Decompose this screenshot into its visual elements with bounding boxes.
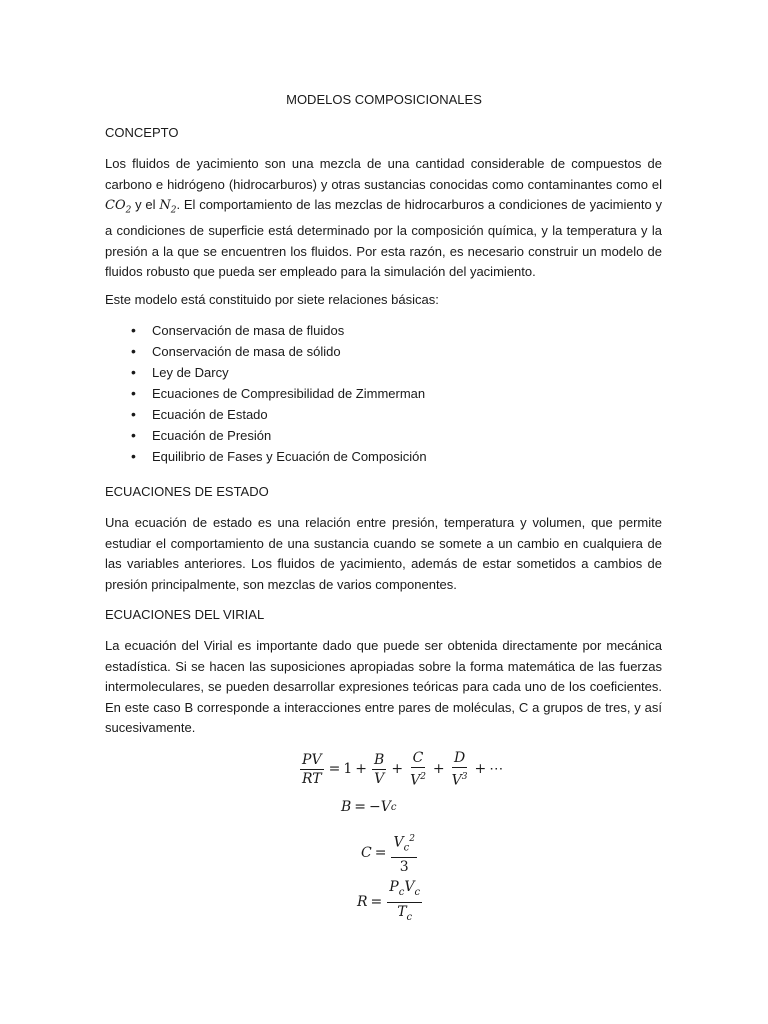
- n2-formula: $N_2$: [159, 198, 177, 216]
- list-item: • Ecuaciones de Compresibilidad de Zimmerman: [105, 383, 662, 404]
- heading-concepto: CONCEPTO: [105, 125, 179, 140]
- list-item: • Ecuación de Estado: [105, 404, 662, 425]
- virial-equation: $\frac{PV}{RT}$ = 1 + $\frac{B}{V}$ + $\frac{C}{V^2}$ + $\frac{D}{V^3}$ + ⋯: [302, 750, 504, 789]
- c-coefficient-equation: C = $\frac{V_c^2}{3}$: [361, 831, 419, 875]
- list-item: • Conservación de masa de sólido: [105, 341, 662, 362]
- concepto-text-1: Los fluidos de yacimiento son una mezcla de una cantidad considerable de compuestos de carbono e hidrógeno (hidrocarburos) y otras sustancias conocidas como contaminantes como el: [105, 156, 662, 192]
- bullet-list: [105, 320, 662, 467]
- paragraph-estado: Una ecuación de estado es una relación entre presión, temperatura y volumen, que permite estudiar el comportamiento de una sustancia cuando se somete a un cambio en cualquiera de las variables anteriores. Los fluidos de yacimiento, además de estar sometidos a cambios de presión principalmente, son mezclas de varios componentes.: [105, 515, 662, 592]
- b-coefficient-equation: B = − V c: [341, 799, 397, 815]
- list-item: • Ley de Darcy: [105, 362, 662, 383]
- paragraph-concepto: [105, 154, 662, 283]
- heading-ecuaciones-estado: ECUACIONES DE ESTADO: [105, 484, 269, 499]
- list-item: • Equilibrio de Fases y Ecuación de Composición: [105, 446, 662, 467]
- document-title: MODELOS COMPOSICIONALES: [286, 92, 482, 107]
- list-item: • Conservación de masa de fluidos: [105, 320, 662, 341]
- heading-ecuaciones-virial: ECUACIONES DEL VIRIAL: [105, 607, 265, 622]
- list-item: • Ecuación de Presión: [105, 425, 662, 446]
- section-estado: [105, 482, 662, 503]
- r-constant-equation: R = $\frac{P_cV_c}{T_c}$: [357, 879, 421, 923]
- concepto-text-3: . El comportamiento de las mezclas de hidrocarburos a condiciones de yacimiento y a condiciones de superficie está determinado por la composición química, y la temperatura y la presión a la que se encuentren los fluidos. Por esta razón, es necesario construir un modelo de fluidos robusto que pueda ser empleado para la simulación del yacimiento.: [105, 197, 662, 280]
- paragraph-virial: La ecuación del Virial es importante dado que puede ser obtenida directamente por mecánica estadística. Si se hacen las suposiciones apropiadas sobre la forma matemática de las fuerzas intermoleculares, se pueden desarrollar expresiones teóricas para cada uno de los coeficientes. En este caso B corresponde a interacciones entre pares de moléculas, C a grupos de tres, y así sucesivamente.: [105, 638, 662, 735]
- section-virial: [105, 605, 662, 626]
- concepto-text-2: y el: [131, 197, 160, 212]
- co2-formula: $CO_2$: [105, 198, 132, 216]
- section-concepto: [105, 123, 662, 144]
- paragraph-relaciones: Este modelo está constituido por siete relaciones básicas:: [105, 292, 439, 307]
